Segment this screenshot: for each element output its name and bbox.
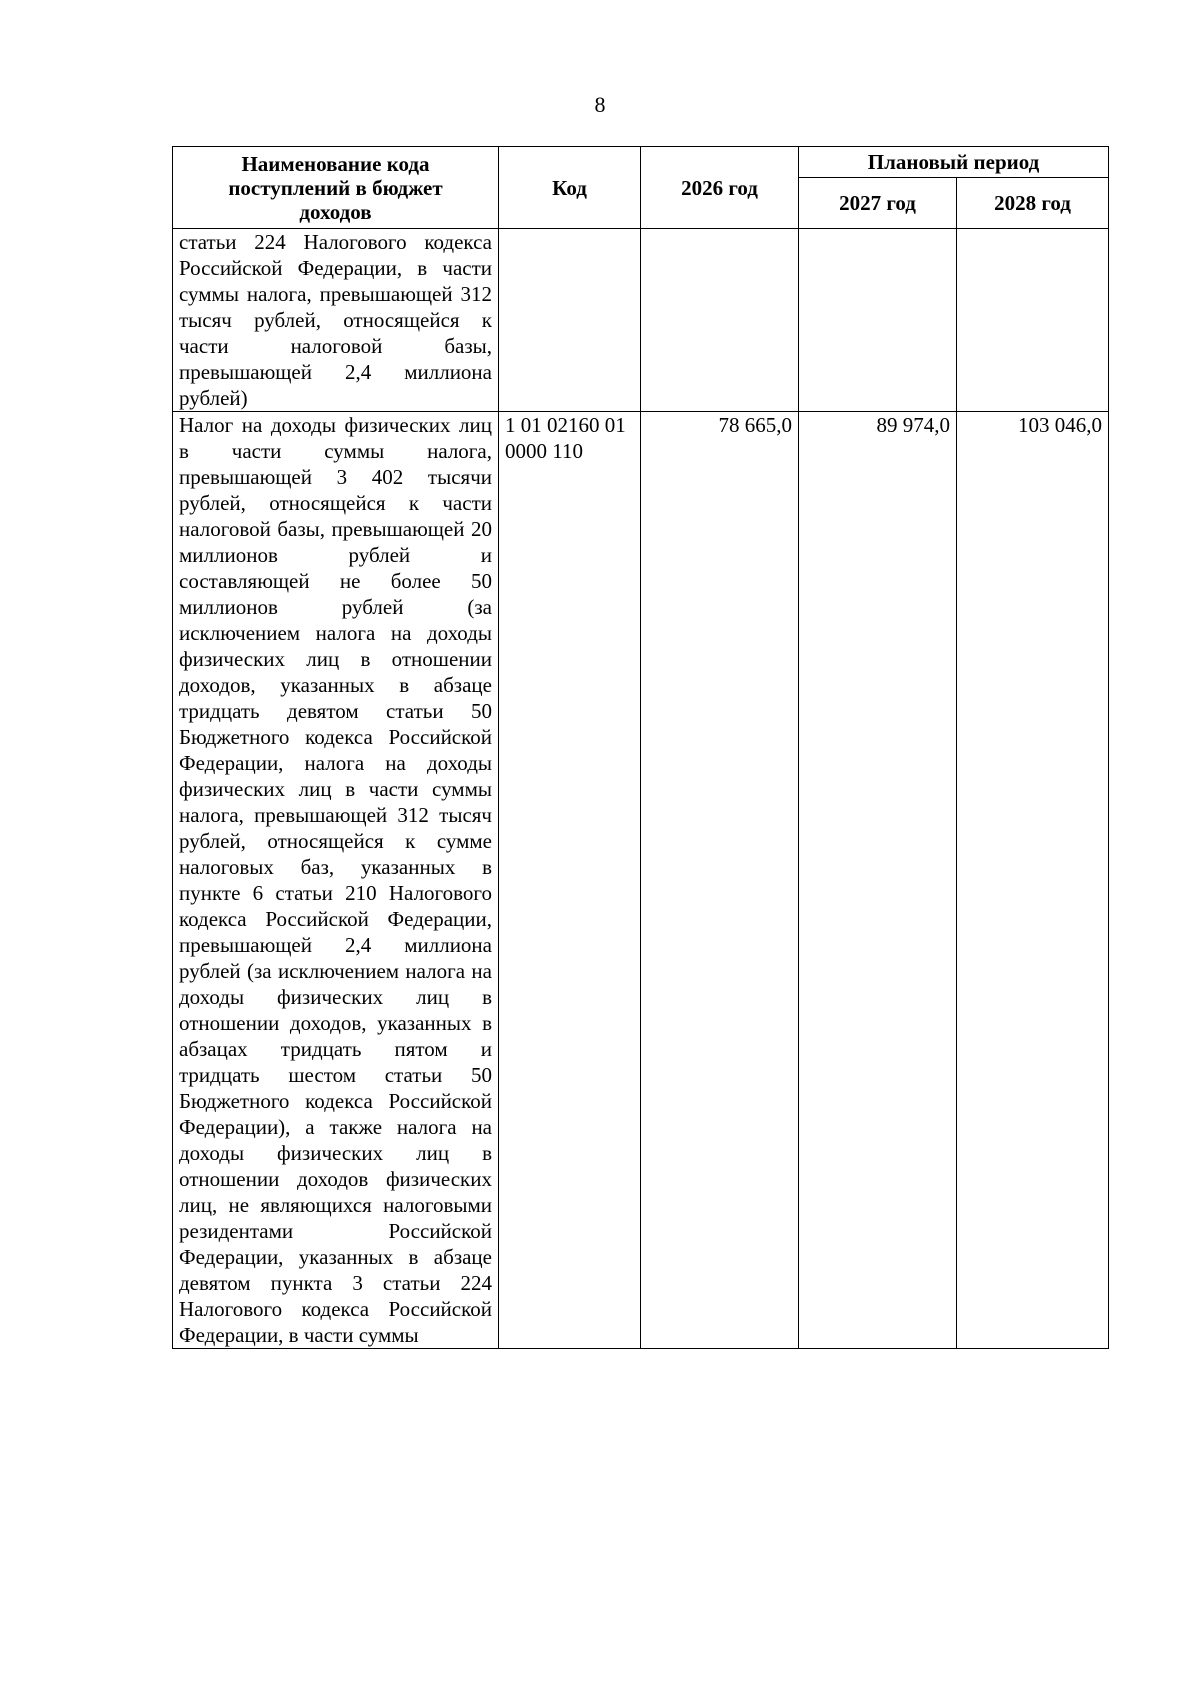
row-value-2026: 78 665,0 bbox=[641, 412, 799, 1349]
revenue-table bbox=[172, 146, 1109, 1349]
header-year-2026: 2026 год bbox=[641, 147, 799, 229]
row-name: статьи 224 Налогового кодекса Российской Федерации, в части суммы налога, превышающей 312 тысяч рублей, относящейся к части налоговой базы, превышающей 2,4 миллиона рублей) bbox=[173, 229, 499, 412]
row-value-2026 bbox=[641, 229, 799, 412]
header-name bbox=[173, 147, 499, 229]
header-year-2028: 2028 год bbox=[957, 178, 1109, 229]
row-code bbox=[499, 229, 641, 412]
header-code: Код bbox=[499, 147, 641, 229]
row-value-2027: 89 974,0 bbox=[799, 412, 957, 1349]
header-year-2027: 2027 год bbox=[799, 178, 957, 229]
row-name: Налог на доходы физических лиц в части суммы налога, превышающей 3 402 тысячи рублей, относящейся к части налоговой базы, превышающей 20 миллионов рублей и составляющей не более 50 миллионов рублей (за исключением налога на доходы физических лиц в отношении доходов, указанных в абзаце тридцать девятом статьи 50 Бюджетного кодекса Российской Федерации, налога на доходы физических лиц в части суммы налога, превышающей 312 тысяч рублей, относящейся к сумме налоговых баз, указанных в пункте 6 статьи 210 Налогового кодекса Российской Федерации, превышающей 2,4 миллиона рублей (за исключением налога на доходы физических лиц в отношении доходов, указанных в абзацах тридцать пятом и тридцать шестом статьи 50 Бюджетного кодекса Российской Федерации), а также налога на доходы физических лиц в отношении доходов физических лиц, не являющихся налоговыми резидентами Российской Федерации, указанных в абзаце девятом пункта 3 статьи 224 Налогового кодекса Российской Федерации, в части суммы bbox=[173, 412, 499, 1349]
header-planned-period: Плановый период bbox=[799, 147, 1109, 178]
row-code: 1 01 02160 01 0000 110 bbox=[499, 412, 641, 1349]
header-name-line-3: доходов bbox=[299, 199, 372, 224]
table-row bbox=[173, 412, 1109, 1349]
page-number: 8 bbox=[594, 92, 606, 117]
header-name-line-2: поступлений в бюджет bbox=[228, 175, 443, 200]
row-value-2028: 103 046,0 bbox=[957, 412, 1109, 1349]
row-value-2028 bbox=[957, 229, 1109, 412]
table-row bbox=[173, 229, 1109, 412]
row-value-2027 bbox=[799, 229, 957, 412]
header-name-line-1: Наименование кода bbox=[241, 151, 430, 176]
